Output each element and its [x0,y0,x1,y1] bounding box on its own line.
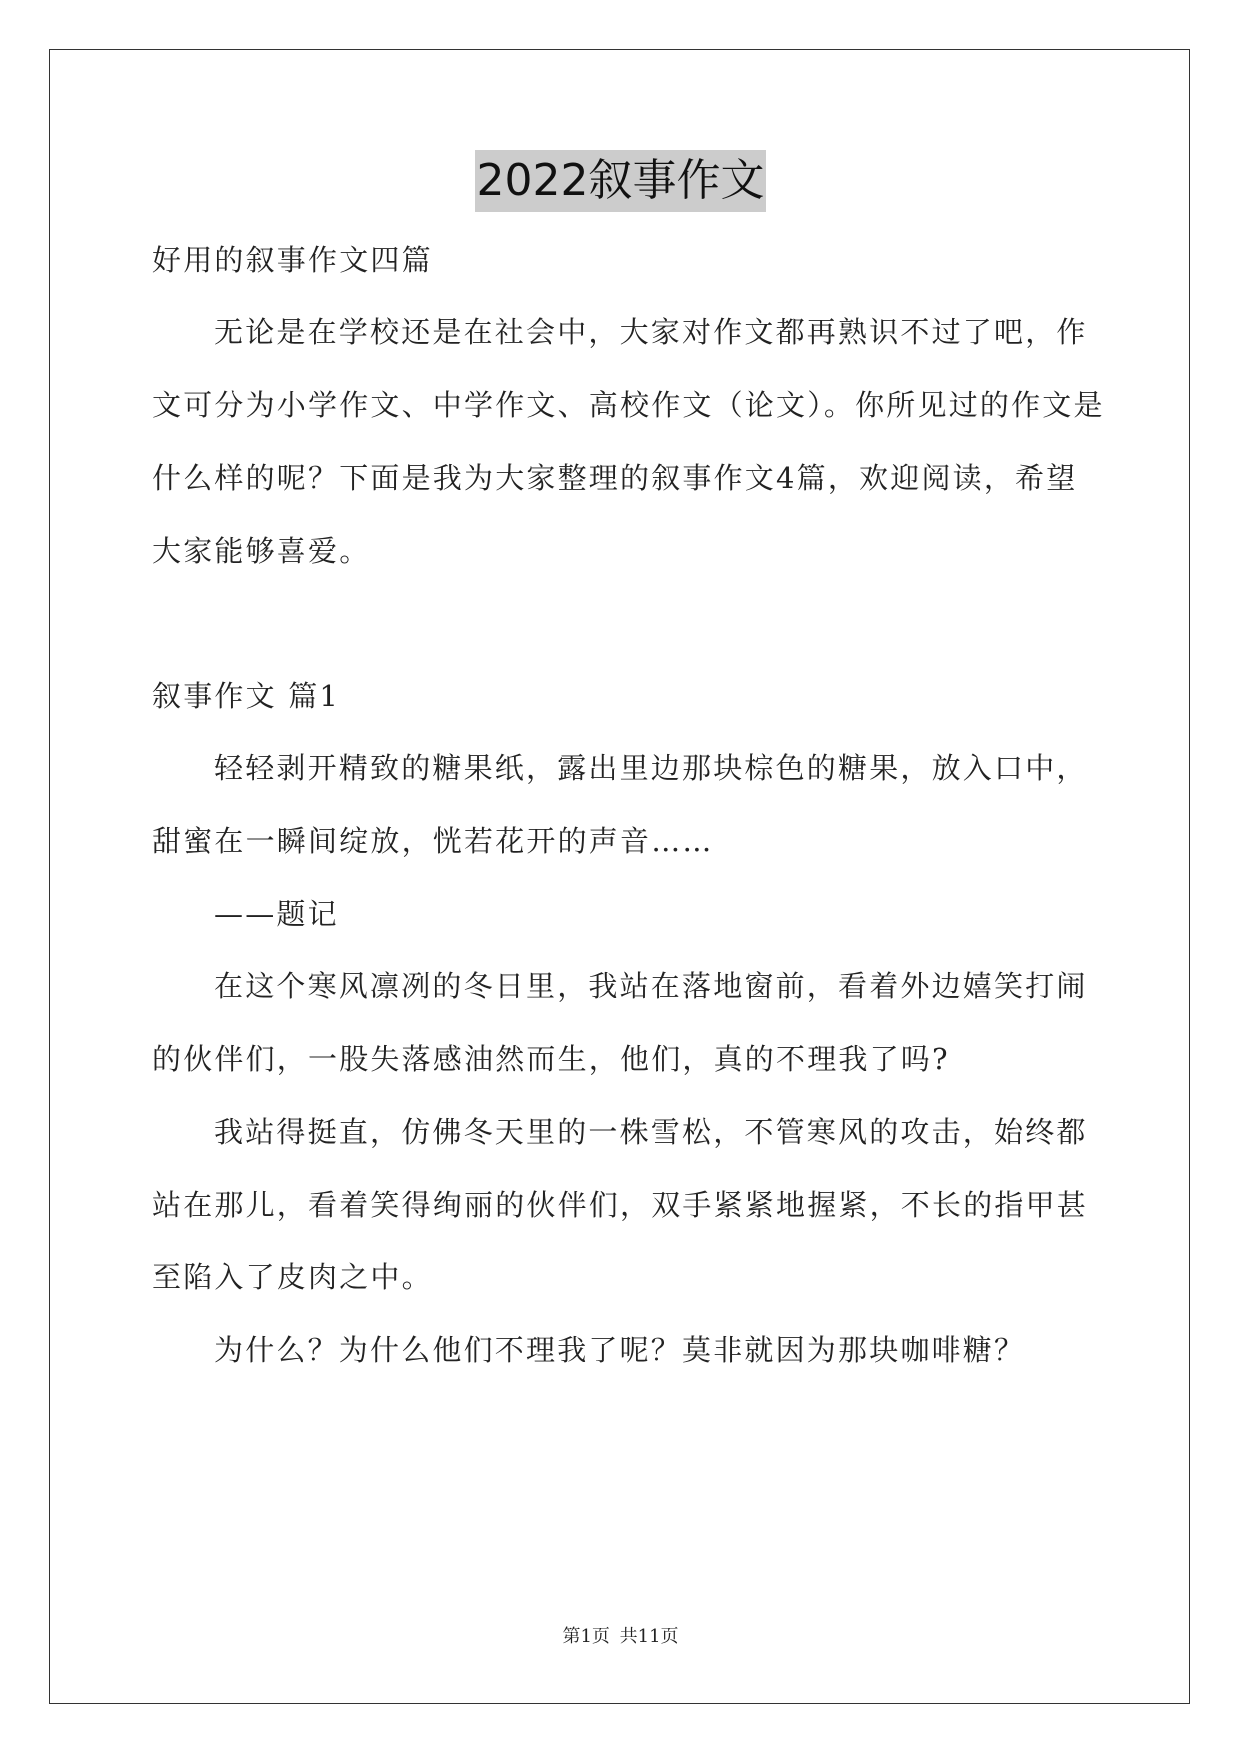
page-footer [0,1622,1241,1648]
intro-line: 无论是在学校还是在社会中，大家对作文都再熟识不过了吧，作 [214,315,1088,349]
intro-line: 什么样的呢？下面是我为大家整理的叙事作文4篇，欢迎阅读，希望 [152,461,1078,495]
body-line: 为什么？为什么他们不理我了呢？莫非就因为那块咖啡糖？ [214,1333,1026,1367]
section-heading: 叙事作文 篇1 [152,679,341,713]
page-number: 第1页 [562,1626,610,1647]
title-container [0,150,1241,212]
body-line: 轻轻剥开精致的糖果纸，露出里边那块棕色的糖果，放入口中， [214,751,1088,785]
body-line: 站在那儿，看着笑得绚丽的伙伴们，双手紧紧地握紧，不长的指甲甚 [152,1188,1089,1222]
body-line: ——题记 [214,897,339,931]
body-line: 的伙伴们，一股失落感油然而生，他们，真的不理我了吗? [152,1042,950,1076]
body-line: 至陷入了皮肉之中。 [152,1260,433,1294]
intro-line: 大家能够喜爱。 [152,534,371,568]
intro-line: 文可分为小学作文、中学作文、高校作文（论文）。你所见过的作文是 [152,388,1105,422]
page-total: 共11页 [619,1626,679,1647]
body-line: 甜蜜在一瞬间绽放，恍若花开的声音…… [152,824,714,858]
subtitle: 好用的叙事作文四篇 [152,243,433,277]
page-border [49,49,1190,1704]
document-title: 2022叙事作文 [475,150,767,212]
body-line: 我站得挺直，仿佛冬天里的一株雪松，不管寒风的攻击，始终都 [214,1115,1088,1149]
body-line: 在这个寒风凛冽的冬日里，我站在落地窗前，看着外边嬉笑打闹 [214,969,1088,1003]
